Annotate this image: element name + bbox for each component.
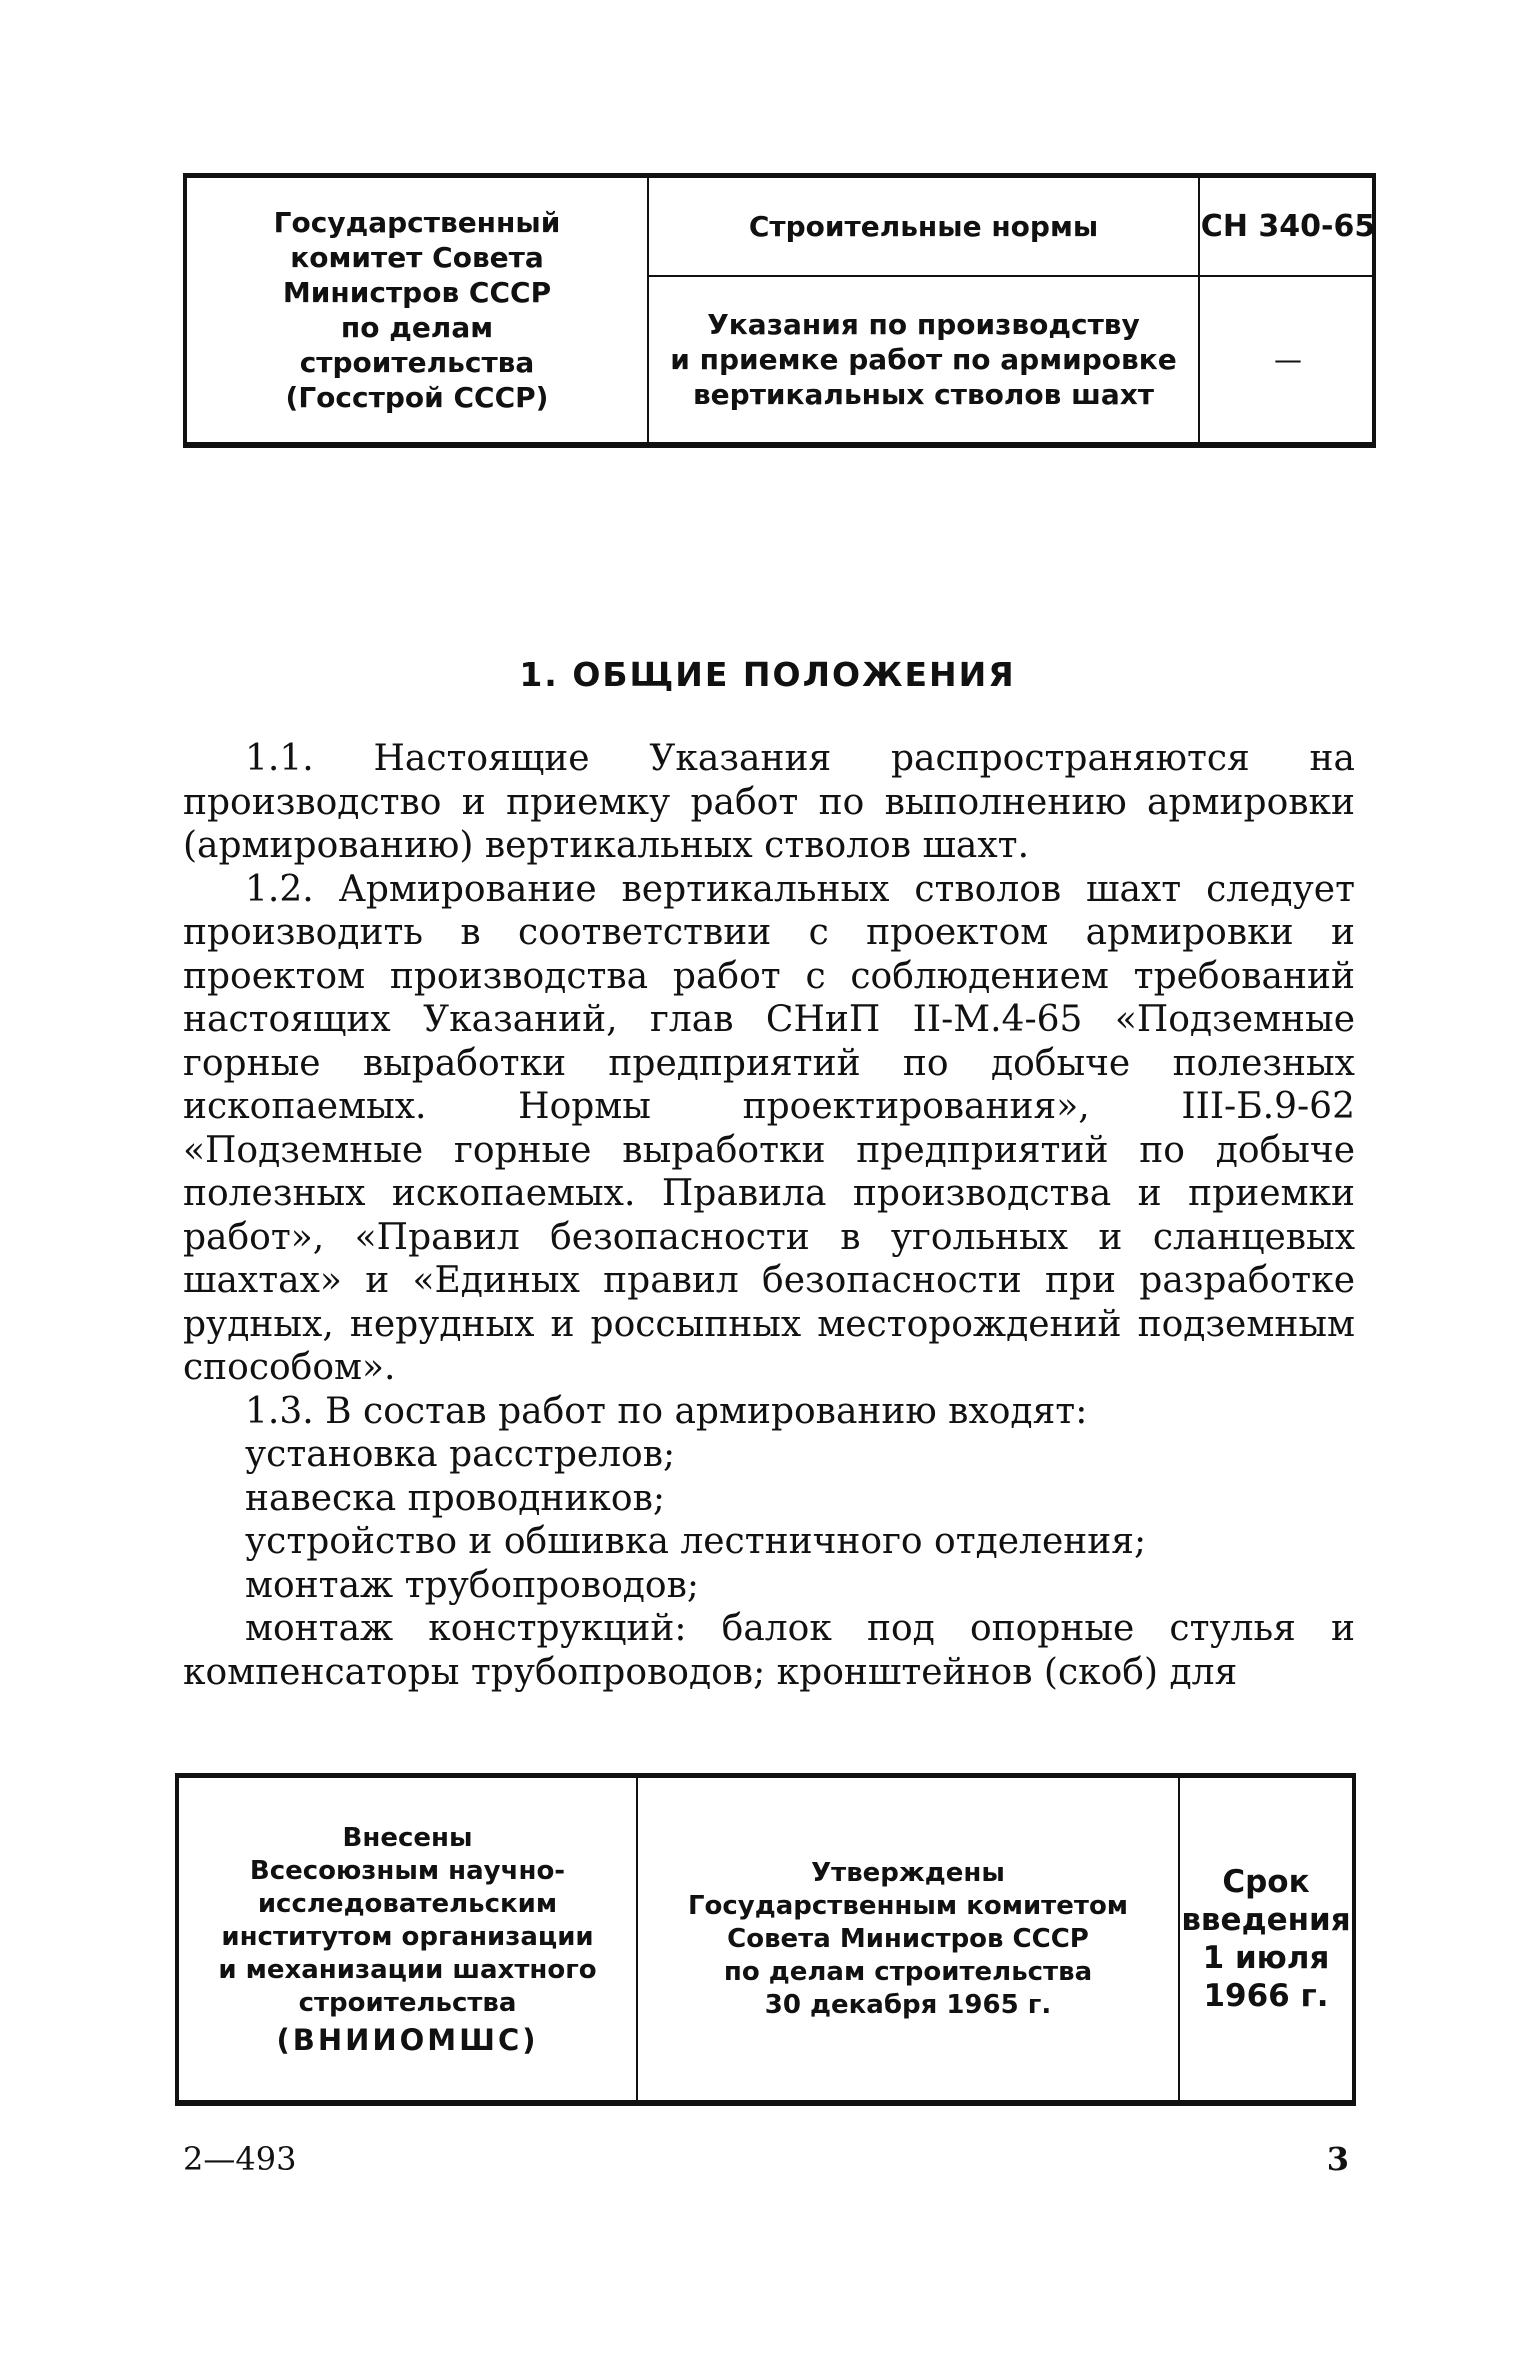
section-title: 1. ОБЩИЕ ПОЛОЖЕНИЯ bbox=[519, 655, 1016, 694]
footer-introduced bbox=[179, 1778, 636, 2100]
footer-table bbox=[175, 1773, 1356, 2106]
footer-approved bbox=[638, 1778, 1178, 2100]
list-item-continued: монтаж конструкций: балок под опорные стулья и компенсаторы трубопроводов; кронштейнов (скоб) для bbox=[183, 1608, 1355, 1693]
body-text bbox=[183, 737, 1355, 1694]
list-item: установка расстрелов; bbox=[245, 1434, 676, 1475]
header-replaces: — bbox=[1274, 343, 1302, 376]
paragraph-1-2: 1.2. Армирование вертикальных стволов шахт следует производить в соответствии с проектом армировки и проектом производства работ с соблюдением требований настоящих Указаний, глав СНиП II-М.4-65 «Подземные горные выработки предприятий по добыче полезных ископаемых. Нормы проектирования», III-Б.9-62 «Подземные горные выработки предприятий по добыче полезных ископаемых. Правила производства и приемки работ», «Правил безопасности в угольных и сланцевых шахтах» и «Единых правил безопасности при разработке рудных, нерудных и россыпных месторождений подземным способом». bbox=[183, 868, 1355, 1388]
page-number: 3 bbox=[1326, 2140, 1349, 2178]
list-item: навеска проводников; bbox=[245, 1477, 665, 1519]
header-table bbox=[183, 173, 1376, 448]
header-org: Государственный комитет Совета Министров СССР по делам строительства (Госстрой СССР) bbox=[273, 206, 561, 414]
introduced-org: (ВНИИОМШС) bbox=[276, 2022, 539, 2057]
print-code: 2—493 bbox=[183, 2140, 297, 2178]
approved-text: Утверждены Государственным комитетом Совета Министров СССР по делам строительства 30 декабря 1965 г. bbox=[687, 1857, 1129, 2020]
list-item: устройство и обшивка лестничного отделения; bbox=[245, 1521, 1147, 1562]
introduced-text: Внесены Всесоюзным научно- исследовательским институтом организации и механизации шахтного строительства bbox=[218, 1822, 597, 2018]
footer-effective bbox=[1180, 1778, 1352, 2100]
paragraph-1-1: 1.1. Настоящие Указания распространяются на производство и приемку работ по выполнению армировки (армированию) вертикальных стволов шахт. bbox=[183, 738, 1355, 866]
header-doc-title: Указания по производству и приемке работ по армировке вертикальных стволов шахт bbox=[670, 308, 1177, 411]
header-doc-code: СН 340-65 bbox=[1200, 209, 1376, 244]
paragraph-1-3: 1.3. В состав работ по армированию входят: bbox=[245, 1390, 1088, 1432]
effective-text: Срок введения 1 июля 1966 г. bbox=[1181, 1864, 1351, 2014]
header-doc-type: Строительные нормы bbox=[748, 210, 1099, 243]
list-item: монтаж трубопроводов; bbox=[245, 1564, 699, 1606]
